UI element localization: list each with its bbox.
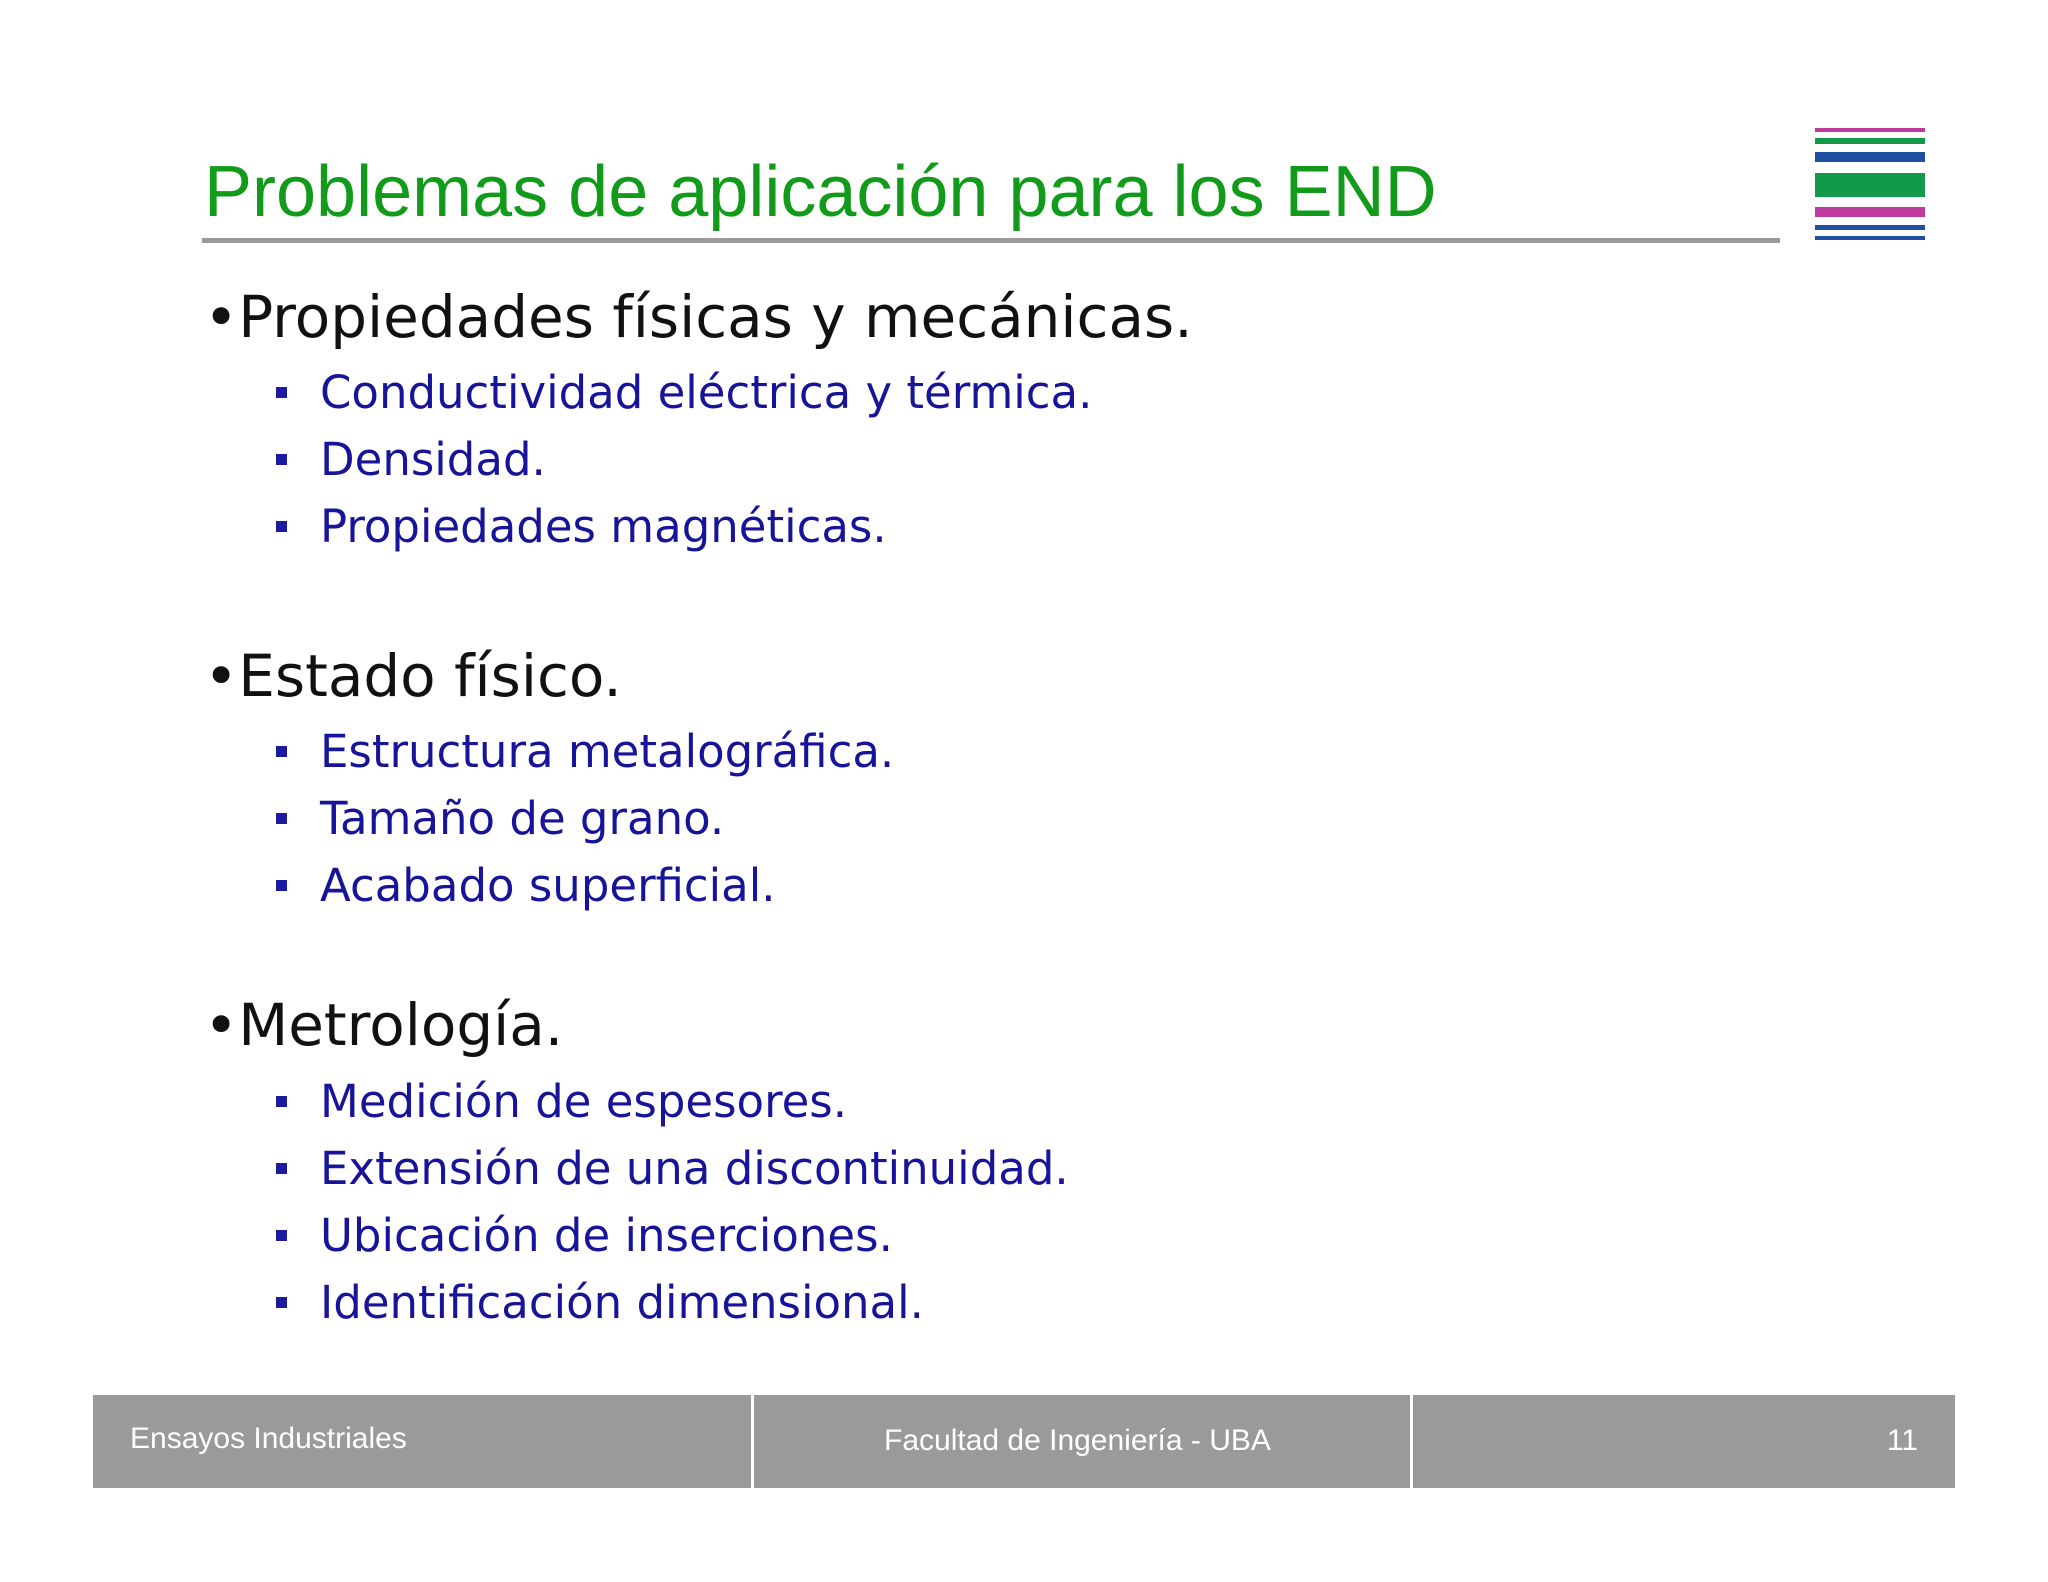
footer-institution: Facultad de Ingeniería - UBA <box>884 1424 1271 1457</box>
section-heading-metrologia: •Metrología. <box>204 991 564 1059</box>
list-item-text: Ubicación de inserciones. <box>320 1209 893 1262</box>
footer-bar <box>93 1395 1955 1488</box>
title-underline <box>202 238 1780 243</box>
square-bullet-icon <box>276 1163 287 1174</box>
list-item-text: Medición de espesores. <box>320 1075 848 1128</box>
footer-course-name: Ensayos Industriales <box>130 1422 407 1455</box>
striped-logo-icon <box>1815 128 1925 244</box>
slide-title: Problemas de aplicación para los END <box>204 152 1437 232</box>
list-item-text: Acabado superficial. <box>320 859 776 912</box>
footer-divider <box>1410 1395 1413 1488</box>
footer-divider <box>751 1395 754 1488</box>
section-heading-propiedades: •Propiedades físicas y mecánicas. <box>204 283 1193 351</box>
section-heading-estado: •Estado físico. <box>204 642 622 710</box>
footer-page-number: 11 <box>1886 1424 1918 1457</box>
square-bullet-icon <box>276 1230 287 1241</box>
list-item-text: Tamaño de grano. <box>320 792 725 845</box>
list-item-text: Identificación dimensional. <box>320 1276 924 1329</box>
square-bullet-icon <box>276 880 287 891</box>
square-bullet-icon <box>276 746 287 757</box>
list-item-text: Propiedades magnéticas. <box>320 500 887 553</box>
square-bullet-icon <box>276 813 287 824</box>
square-bullet-icon <box>276 387 287 398</box>
list-item-text: Estructura metalográfica. <box>320 725 895 778</box>
list-item-text: Densidad. <box>320 433 546 486</box>
list-item-text: Conductividad eléctrica y térmica. <box>320 366 1093 419</box>
square-bullet-icon <box>276 454 287 465</box>
square-bullet-icon <box>276 1096 287 1107</box>
list-item-text: Extensión de una discontinuidad. <box>320 1142 1069 1195</box>
square-bullet-icon <box>276 1297 287 1308</box>
square-bullet-icon <box>276 521 287 532</box>
